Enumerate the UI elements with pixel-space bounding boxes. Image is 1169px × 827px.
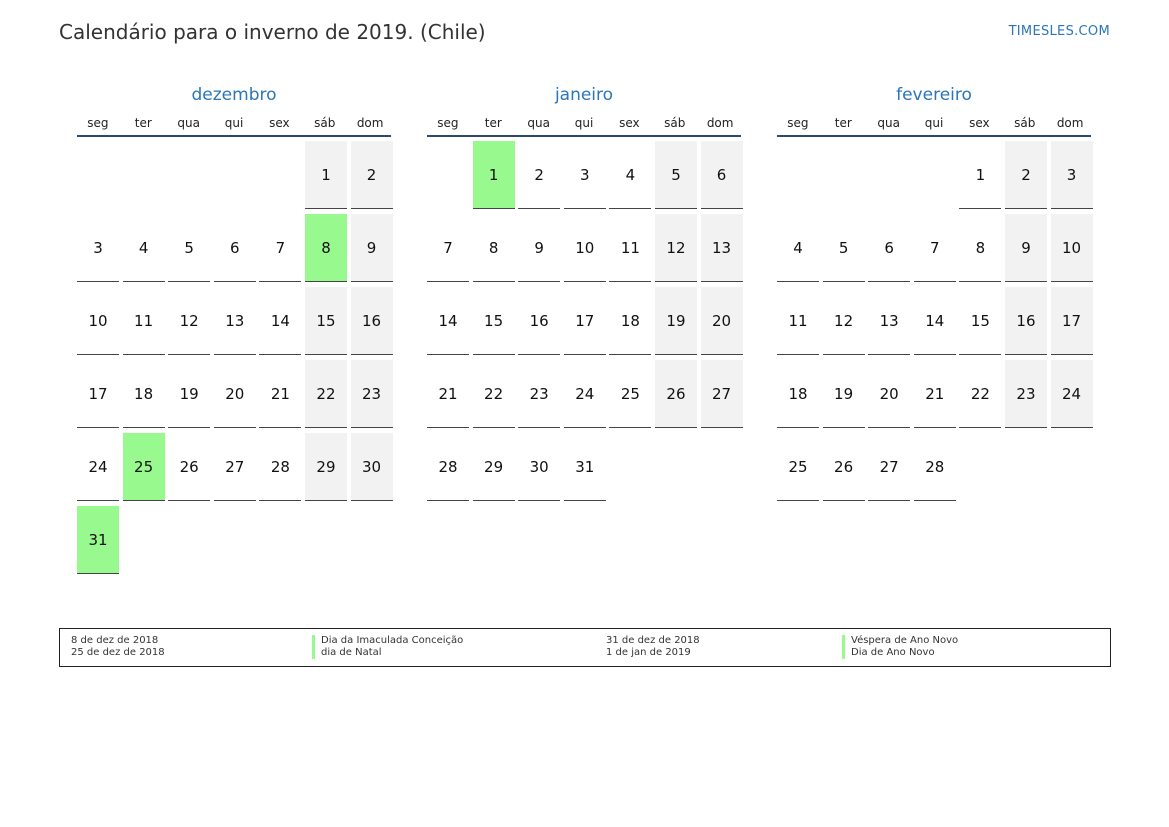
- weekday-label: qui: [924, 116, 944, 130]
- day-cell: 14: [914, 287, 956, 355]
- site-link[interactable]: TIMESLES.COM: [1008, 24, 1110, 39]
- day-cell: 1: [305, 141, 347, 209]
- day-cell: 21: [259, 360, 301, 428]
- day-cell: 9: [518, 214, 560, 282]
- day-cell: 11: [777, 287, 819, 355]
- weekday-label: seg: [437, 116, 459, 130]
- day-cell: 19: [823, 360, 865, 428]
- day-cell: 28: [427, 433, 469, 501]
- legend-names-2: [842, 635, 958, 659]
- day-cell: 23: [518, 360, 560, 428]
- weekday-header: [427, 116, 741, 135]
- weekday-label: sex: [619, 116, 640, 130]
- empty-cell: [259, 141, 301, 209]
- month-name: fevereiro: [896, 85, 972, 105]
- weekday-label: sex: [269, 116, 290, 130]
- weekday-label: dom: [706, 116, 734, 130]
- legend-holiday-name: dia de Natal: [321, 647, 382, 658]
- month-december: [77, 84, 391, 574]
- day-grid: [777, 141, 1091, 501]
- day-cell: 15: [305, 287, 347, 355]
- day-cell: 26: [168, 433, 210, 501]
- day-cell: 25: [777, 433, 819, 501]
- empty-cell: [214, 141, 256, 209]
- empty-cell: [777, 141, 819, 209]
- day-cell: 14: [427, 287, 469, 355]
- day-cell: 12: [168, 287, 210, 355]
- day-cell: 4: [777, 214, 819, 282]
- legend-dates-2: [606, 635, 700, 659]
- day-cell: 20: [701, 287, 743, 355]
- day-cell: 29: [473, 433, 515, 501]
- day-cell: 2: [351, 141, 393, 209]
- month-january: [427, 84, 741, 501]
- day-cell: 6: [868, 214, 910, 282]
- day-cell: 11: [609, 214, 651, 282]
- weekday-header: [777, 116, 1091, 135]
- month-divider: [77, 135, 391, 137]
- weekday-label: ter: [134, 116, 152, 130]
- day-cell: 18: [777, 360, 819, 428]
- empty-cell: [823, 141, 865, 209]
- day-cell: 31: [564, 433, 606, 501]
- day-cell: 20: [868, 360, 910, 428]
- day-cell: 13: [214, 287, 256, 355]
- day-grid: [77, 141, 391, 574]
- day-cell: 29: [305, 433, 347, 501]
- day-cell: 11: [123, 287, 165, 355]
- weekday-header: [77, 116, 391, 135]
- day-cell: 16: [1005, 287, 1047, 355]
- weekday-label: seg: [87, 116, 109, 130]
- day-grid: [427, 141, 741, 501]
- legend-names-1: [312, 635, 463, 659]
- day-cell: 15: [473, 287, 515, 355]
- day-cell: 21: [427, 360, 469, 428]
- day-cell: 24: [77, 433, 119, 501]
- weekday-label: qua: [527, 116, 550, 130]
- day-cell: 5: [168, 214, 210, 282]
- day-cell: 30: [518, 433, 560, 501]
- day-cell: 3: [564, 141, 606, 209]
- day-cell: 1: [959, 141, 1001, 209]
- weekday-label: ter: [834, 116, 852, 130]
- month-name: janeiro: [554, 85, 614, 105]
- day-cell: 9: [351, 214, 393, 282]
- day-cell: 17: [77, 360, 119, 428]
- day-cell: 13: [868, 287, 910, 355]
- day-cell: 3: [1051, 141, 1093, 209]
- day-cell: 5: [823, 214, 865, 282]
- weekday-label: qua: [877, 116, 900, 130]
- day-cell: 7: [259, 214, 301, 282]
- legend-dates-1: [71, 635, 165, 659]
- weekday-label: qua: [177, 116, 200, 130]
- holiday-day-cell: 25: [123, 433, 165, 501]
- day-cell: 18: [123, 360, 165, 428]
- day-cell: 6: [701, 141, 743, 209]
- day-cell: 16: [351, 287, 393, 355]
- legend-holiday-name: Véspera de Ano Novo: [851, 635, 959, 646]
- day-cell: 22: [473, 360, 515, 428]
- day-cell: 15: [959, 287, 1001, 355]
- month-name: dezembro: [191, 85, 277, 105]
- weekday-label: sáb: [1014, 116, 1036, 130]
- weekday-label: ter: [484, 116, 502, 130]
- day-cell: 19: [655, 287, 697, 355]
- day-cell: 13: [701, 214, 743, 282]
- day-cell: 20: [214, 360, 256, 428]
- day-cell: 22: [959, 360, 1001, 428]
- day-cell: 26: [655, 360, 697, 428]
- day-cell: 27: [868, 433, 910, 501]
- holiday-day-cell: 31: [77, 506, 119, 574]
- day-cell: 27: [701, 360, 743, 428]
- day-cell: 10: [564, 214, 606, 282]
- day-cell: 25: [609, 360, 651, 428]
- day-cell: 27: [214, 433, 256, 501]
- day-cell: 18: [609, 287, 651, 355]
- day-cell: 17: [564, 287, 606, 355]
- day-cell: 8: [959, 214, 1001, 282]
- day-cell: 30: [351, 433, 393, 501]
- day-cell: 10: [77, 287, 119, 355]
- weekday-label: seg: [787, 116, 809, 130]
- holiday-day-cell: 1: [473, 141, 515, 209]
- day-cell: 4: [609, 141, 651, 209]
- weekday-label: qui: [574, 116, 594, 130]
- day-cell: 14: [259, 287, 301, 355]
- day-cell: 28: [259, 433, 301, 501]
- day-cell: 9: [1005, 214, 1047, 282]
- day-cell: 3: [77, 214, 119, 282]
- day-cell: 19: [168, 360, 210, 428]
- day-cell: 28: [914, 433, 956, 501]
- day-cell: 5: [655, 141, 697, 209]
- legend-date: 25 de dez de 2018: [71, 647, 165, 658]
- day-cell: 7: [914, 214, 956, 282]
- day-cell: 12: [655, 214, 697, 282]
- day-cell: 7: [427, 214, 469, 282]
- day-cell: 22: [305, 360, 347, 428]
- day-cell: 8: [473, 214, 515, 282]
- weekday-label: sáb: [664, 116, 686, 130]
- day-cell: 24: [1051, 360, 1093, 428]
- day-cell: 6: [214, 214, 256, 282]
- holiday-legend: [59, 628, 1111, 667]
- weekday-label: dom: [356, 116, 384, 130]
- empty-cell: [123, 141, 165, 209]
- day-cell: 16: [518, 287, 560, 355]
- empty-cell: [868, 141, 910, 209]
- legend-date: 31 de dez de 2018: [606, 635, 700, 646]
- weekday-label: sex: [969, 116, 990, 130]
- day-cell: 4: [123, 214, 165, 282]
- weekday-label: dom: [1056, 116, 1084, 130]
- month-divider: [777, 135, 1091, 137]
- month-divider: [427, 135, 741, 137]
- legend-date: 1 de jan de 2019: [606, 647, 691, 658]
- legend-holiday-name: Dia de Ano Novo: [851, 647, 935, 658]
- weekday-label: qui: [224, 116, 244, 130]
- holiday-day-cell: 8: [305, 214, 347, 282]
- empty-cell: [427, 141, 469, 209]
- empty-cell: [168, 141, 210, 209]
- day-cell: 23: [351, 360, 393, 428]
- day-cell: 24: [564, 360, 606, 428]
- day-cell: 26: [823, 433, 865, 501]
- day-cell: 17: [1051, 287, 1093, 355]
- empty-cell: [77, 141, 119, 209]
- legend-date: 8 de dez de 2018: [71, 635, 159, 646]
- legend-holiday-name: Dia da Imaculada Conceição: [321, 635, 464, 646]
- day-cell: 21: [914, 360, 956, 428]
- day-cell: 2: [1005, 141, 1047, 209]
- page-title: Calendário para o inverno de 2019. (Chile): [59, 20, 486, 44]
- month-february: [777, 84, 1091, 501]
- weekday-label: sáb: [314, 116, 336, 130]
- day-cell: 23: [1005, 360, 1047, 428]
- day-cell: 12: [823, 287, 865, 355]
- day-cell: 2: [518, 141, 560, 209]
- empty-cell: [914, 141, 956, 209]
- day-cell: 10: [1051, 214, 1093, 282]
